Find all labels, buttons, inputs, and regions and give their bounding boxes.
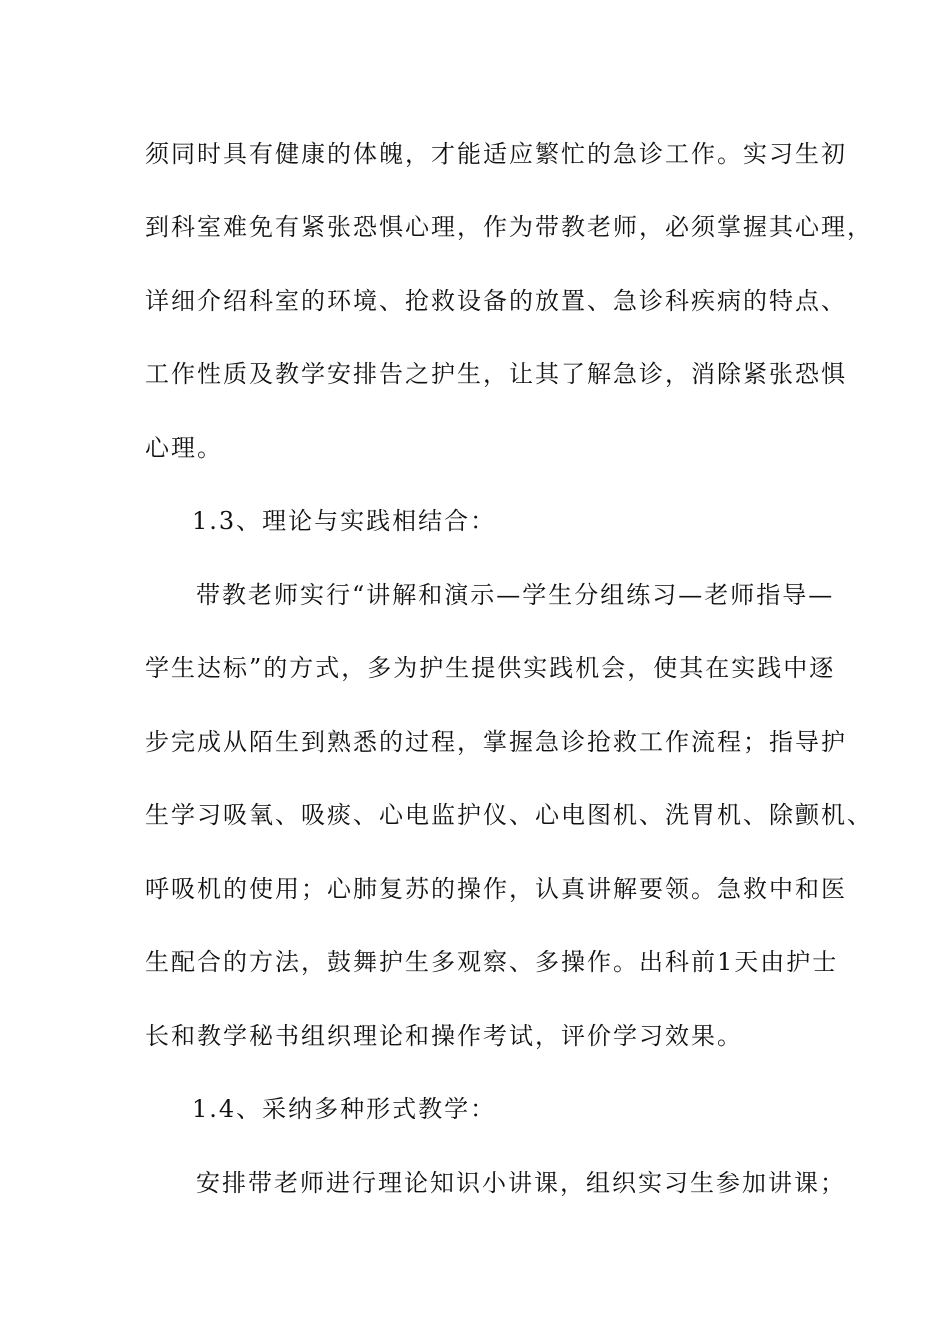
text-line-2: 到科室难免有紧张恐惧心理，作为带教老师，必须掌握其心理，	[145, 213, 873, 241]
text-line-7: 带教老师实行“讲解和演示—学生分组练习—老师指导—	[196, 581, 835, 609]
text-line-4: 工作性质及教学安排告之护生，让其了解急诊，消除紧张恐惧	[145, 360, 847, 388]
text-line-12: 生配合的方法，鼓舞护生多观察、多操作。出科前1天由护士	[145, 948, 839, 976]
text-line-15: 安排带老师进行理论知识小讲课，组织实习生参加讲课；	[196, 1169, 846, 1197]
text-line-1: 须同时具有健康的体魄，才能适应繁忙的急诊工作。实习生初	[145, 140, 847, 168]
text-line-13: 长和教学秘书组织理论和操作考试，评价学习效果。	[145, 1022, 743, 1050]
section-heading-1-3: 1.3、理论与实践相结合：	[192, 507, 497, 535]
text-line-11: 呼吸机的使用；心肺复苏的操作，认真讲解要领。急救中和医	[145, 875, 847, 903]
text-line-8: 学生达标”的方式，多为护生提供实践机会，使其在实践中逐	[145, 654, 836, 682]
section-heading-1-4: 1.4、采纳多种形式教学：	[192, 1095, 497, 1123]
text-line-3: 详细介绍科室的环境、抢救设备的放置、急诊科疾病的特点、	[145, 287, 847, 315]
text-line-5: 心理。	[145, 434, 223, 462]
text-line-9: 步完成从陌生到熟悉的过程，掌握急诊抢救工作流程；指导护	[145, 728, 847, 756]
text-line-10: 生学习吸氧、吸痰、心电监护仪、心电图机、洗胃机、除颤机、	[145, 801, 873, 829]
